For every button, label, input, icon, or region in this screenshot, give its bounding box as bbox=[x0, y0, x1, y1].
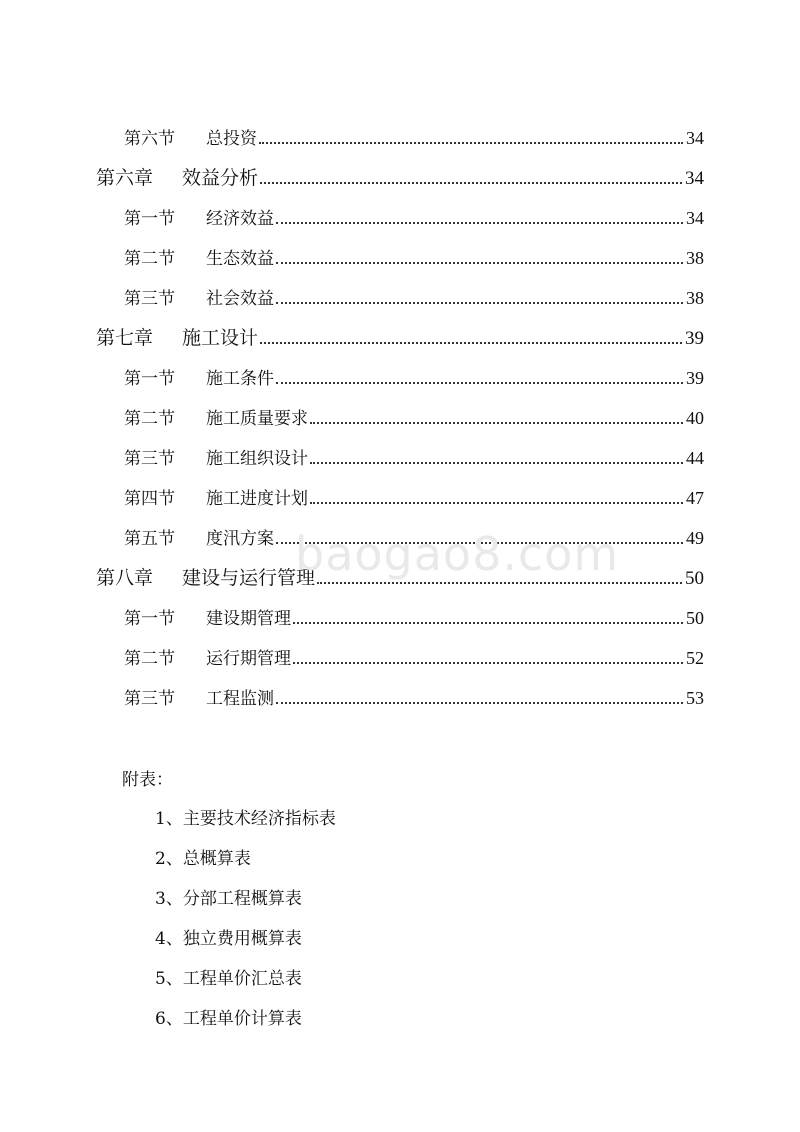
toc-entry-label: 第二节 运行期管理 bbox=[124, 649, 291, 669]
dot-leader bbox=[259, 142, 683, 144]
toc-entry[interactable] bbox=[124, 604, 704, 629]
toc-entry-label: 第二节 施工质量要求 bbox=[124, 409, 308, 429]
dot-leader bbox=[310, 502, 683, 504]
toc-page-number: 38 bbox=[686, 288, 704, 308]
toc-entry[interactable] bbox=[124, 404, 704, 429]
dot-leader bbox=[276, 262, 683, 264]
toc-entry-label: 第三节 施工组织设计 bbox=[124, 449, 308, 469]
dot-leader bbox=[260, 342, 682, 344]
toc-entry-label: 第三节 工程监测 bbox=[124, 689, 274, 709]
toc-entry[interactable] bbox=[124, 244, 704, 269]
appendix-item: 6、工程单价计算表 bbox=[155, 1009, 302, 1029]
toc-entry[interactable] bbox=[124, 684, 704, 709]
toc-page-number: 39 bbox=[685, 328, 704, 349]
toc-page-number: 53 bbox=[686, 688, 704, 708]
appendix-item: 2、总概算表 bbox=[155, 849, 251, 869]
toc-page-number: 34 bbox=[685, 168, 704, 189]
toc-entry[interactable] bbox=[124, 124, 704, 149]
toc-entry-label: 第四节 施工进度计划 bbox=[124, 489, 308, 509]
toc-page-number: 47 bbox=[686, 488, 704, 508]
toc-entry[interactable] bbox=[124, 284, 704, 309]
toc-page-number: 50 bbox=[685, 568, 704, 589]
watermark: baogao8.com bbox=[295, 527, 620, 581]
appendix-item: 5、工程单价汇总表 bbox=[155, 969, 302, 989]
dot-leader bbox=[276, 302, 683, 304]
dot-leader bbox=[276, 382, 683, 384]
toc-entry-label: 第一节 经济效益 bbox=[124, 209, 274, 229]
toc-entry[interactable] bbox=[124, 484, 704, 509]
dot-leader bbox=[276, 702, 683, 704]
toc-entry-label: 第一节 施工条件 bbox=[124, 369, 274, 389]
dot-leader bbox=[276, 222, 683, 224]
toc-entry[interactable] bbox=[124, 204, 704, 229]
toc-entry[interactable] bbox=[124, 364, 704, 389]
toc-chapter-entry[interactable] bbox=[96, 323, 704, 350]
toc-chapter-entry[interactable] bbox=[96, 163, 704, 190]
toc-page-number: 34 bbox=[686, 208, 704, 228]
toc-entry-label: 第七章 施工设计 bbox=[96, 327, 259, 349]
toc-entry-label: 第五节 度汛方案 bbox=[124, 529, 274, 549]
dot-leader bbox=[310, 462, 683, 464]
toc-entry-label: 第六节 总投资 bbox=[124, 129, 257, 149]
appendix-item: 3、分部工程概算表 bbox=[155, 889, 302, 909]
toc-entry-label: 第三节 社会效益 bbox=[124, 289, 274, 309]
toc-page-number: 50 bbox=[686, 608, 704, 628]
toc-page-number: 38 bbox=[686, 248, 704, 268]
toc-page-number: 52 bbox=[686, 648, 704, 668]
toc-entry-label: 第二节 生态效益 bbox=[124, 249, 274, 269]
toc-entry-label: 第八章 建设与运行管理 bbox=[96, 567, 316, 589]
toc-page-number: 39 bbox=[686, 368, 704, 388]
toc-page-number: 40 bbox=[686, 408, 704, 428]
toc-entry-label: 第六章 效益分析 bbox=[96, 167, 259, 189]
dot-leader bbox=[293, 662, 683, 664]
dot-leader bbox=[260, 182, 682, 184]
toc-page-number: 34 bbox=[686, 128, 704, 148]
toc-entry-label: 第一节 建设期管理 bbox=[124, 609, 291, 629]
appendix-item: 4、独立费用概算表 bbox=[155, 929, 302, 949]
toc-entry[interactable] bbox=[124, 644, 704, 669]
dot-leader bbox=[293, 622, 683, 624]
toc-page-number: 44 bbox=[686, 448, 704, 468]
dot-leader bbox=[310, 422, 683, 424]
appendix-item: 1、主要技术经济指标表 bbox=[155, 809, 336, 829]
toc-entry[interactable] bbox=[124, 444, 704, 469]
appendix-title: 附表： bbox=[122, 770, 173, 790]
toc-page-number: 49 bbox=[686, 528, 704, 548]
dot-leader bbox=[317, 582, 682, 584]
